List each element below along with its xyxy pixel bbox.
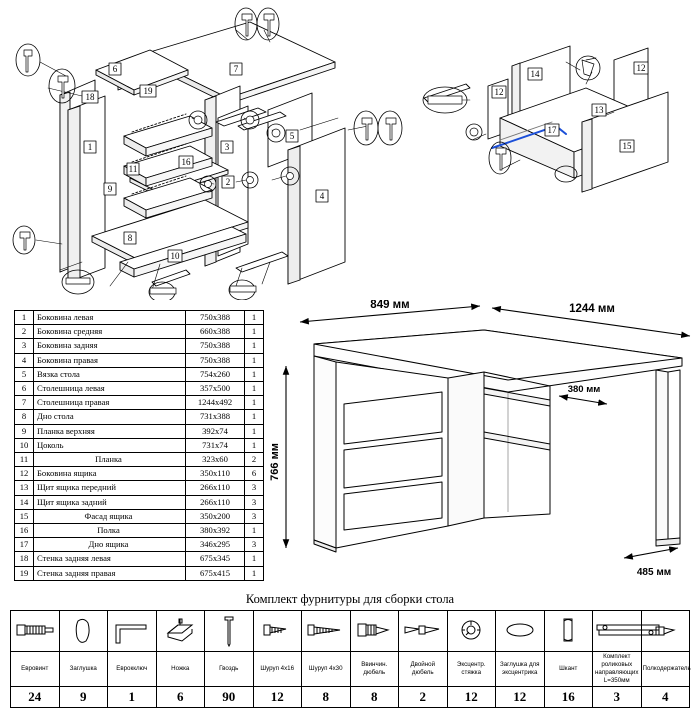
part-qty: 1: [245, 410, 264, 424]
foot-icon: [156, 611, 205, 652]
part-name: Фасад ящика: [34, 509, 186, 523]
label-18: 18: [85, 92, 95, 102]
hardware-label: Заглушка: [59, 652, 108, 687]
hardware-count: 12: [447, 687, 496, 708]
part-size: 675х415: [186, 566, 245, 580]
part-number: 4: [15, 353, 34, 367]
table-row: [15, 524, 264, 538]
hardware-count: 8: [350, 687, 399, 708]
part-name: Вязка стола: [34, 367, 186, 381]
label-3: 3: [224, 142, 230, 152]
part-size: 323х60: [186, 453, 245, 467]
dim-line-485: [624, 548, 678, 558]
allen-key-icon: [108, 611, 157, 652]
part-size: 750х388: [186, 353, 245, 367]
hardware-count: 9: [59, 687, 108, 708]
part-qty: 1: [245, 311, 264, 325]
dim-line-380: [559, 396, 607, 404]
table-row: [15, 382, 264, 396]
cam-lock-icon: [447, 611, 496, 652]
part-size: 731х388: [186, 410, 245, 424]
part-number: 15: [15, 509, 34, 523]
part-qty: 1: [245, 524, 264, 538]
part-size: 675х345: [186, 552, 245, 566]
part-name: Дно ящика: [34, 538, 186, 552]
hardware-count: 24: [11, 687, 60, 708]
table-row: [15, 325, 264, 339]
hardware-count: 4: [641, 687, 690, 708]
label-19: 19: [143, 86, 153, 96]
table-row: [15, 367, 264, 381]
hardware-count: 16: [544, 687, 593, 708]
cam-cap-icon: [496, 611, 545, 652]
part-qty: 1: [245, 424, 264, 438]
label-5: 5: [289, 131, 295, 141]
label-6: 6: [112, 64, 118, 74]
table-row: [15, 566, 264, 580]
label-2: 2: [225, 177, 231, 187]
part-size: 350х110: [186, 467, 245, 481]
hardware-count: 2: [399, 687, 448, 708]
part-number: 18: [15, 552, 34, 566]
part-number: 10: [15, 438, 34, 452]
nail-icon: [205, 611, 254, 652]
table-row: [15, 339, 264, 353]
part-size: 750х388: [186, 311, 245, 325]
label-17: 17: [547, 125, 557, 135]
part-size: 380х392: [186, 524, 245, 538]
label-8: 8: [127, 233, 133, 243]
part-qty: 1: [245, 339, 264, 353]
part-number: 7: [15, 396, 34, 410]
part-name: Щит ящика передний: [34, 481, 186, 495]
part-qty: 3: [245, 509, 264, 523]
part-qty: 1: [245, 367, 264, 381]
table-row: [15, 538, 264, 552]
table-row: [15, 481, 264, 495]
part-name: Боковина правая: [34, 353, 186, 367]
hardware-label: Ножка: [156, 652, 205, 687]
table-row: [15, 424, 264, 438]
part-name: Щит ящика задний: [34, 495, 186, 509]
label-15: 15: [622, 141, 632, 151]
part-size: 346х295: [186, 538, 245, 552]
hardware-label: Комплект роликовых направляющих L=350мм: [593, 652, 642, 687]
part-size: 357х500: [186, 382, 245, 396]
part-name: Боковина левая: [34, 311, 186, 325]
part-name: Стенка задняя правая: [34, 566, 186, 580]
part-number: 3: [15, 339, 34, 353]
exploded-assembly-diagram: [0, 0, 700, 300]
hardware-count: 6: [156, 687, 205, 708]
table-row: [15, 410, 264, 424]
part-name: Дно стола: [34, 410, 186, 424]
part-number: 2: [15, 325, 34, 339]
part-qty: 1: [245, 438, 264, 452]
table-row: [15, 438, 264, 452]
part-name: Полка: [34, 524, 186, 538]
part-number: 13: [15, 481, 34, 495]
hardware-label: Шуруп 4х16: [253, 652, 302, 687]
part-name: Столешница правая: [34, 396, 186, 410]
table-row: [15, 453, 264, 467]
part-number: 12: [15, 467, 34, 481]
hardware-count: 90: [205, 687, 254, 708]
part-number: 16: [15, 524, 34, 538]
part-number: 6: [15, 382, 34, 396]
double-dowel-icon: [399, 611, 448, 652]
part-qty: 1: [245, 353, 264, 367]
label-11: 11: [128, 164, 138, 174]
label-12a: 12: [494, 87, 504, 97]
dim-849: 849 мм: [370, 300, 410, 311]
dim-766: 766 мм: [269, 443, 281, 481]
part-number: 19: [15, 566, 34, 580]
part-name: Планка верхняя: [34, 424, 186, 438]
part-size: 750х388: [186, 339, 245, 353]
parts-list-body: [15, 311, 264, 581]
part-size: 266х110: [186, 481, 245, 495]
hardware-label: Евровинт: [11, 652, 60, 687]
part-number: 1: [15, 311, 34, 325]
table-row: [15, 495, 264, 509]
label-16: 16: [181, 157, 191, 167]
dimensioned-desk-drawing: [262, 300, 700, 590]
label-12b: 12: [636, 63, 646, 73]
label-1: 1: [87, 142, 93, 152]
dim-485: 485 мм: [636, 567, 672, 578]
table-row: [15, 467, 264, 481]
euro-screw-icon: [11, 611, 60, 652]
hardware-count: 12: [253, 687, 302, 708]
screw-4x16-icon: [253, 611, 302, 652]
part-name: Боковина средняя: [34, 325, 186, 339]
hardware-label: Гвоздь: [205, 652, 254, 687]
hardware-kit-title: Комплект фурнитуры для сборки стола: [245, 592, 455, 606]
label-4: 4: [319, 191, 325, 201]
table-row: [15, 396, 264, 410]
part-size: 266х110: [186, 495, 245, 509]
hardware-count: 3: [593, 687, 642, 708]
cap-icon: [59, 611, 108, 652]
part-number: 17: [15, 538, 34, 552]
part-number: 14: [15, 495, 34, 509]
part-name: Боковина ящика: [34, 467, 186, 481]
hardware-count: 12: [496, 687, 545, 708]
table-row: [15, 509, 264, 523]
hardware-label: Ввинчин. дюбель: [350, 652, 399, 687]
label-10: 10: [170, 251, 180, 261]
label-9: 9: [107, 184, 113, 194]
part-name: Стенка задняя левая: [34, 552, 186, 566]
part-name: Столешница левая: [34, 382, 186, 396]
table-row: [15, 311, 264, 325]
hardware-labels-row: [11, 652, 690, 687]
screw-in-dowel-icon: [350, 611, 399, 652]
part-name: Планка: [34, 453, 186, 467]
table-row: [15, 552, 264, 566]
table-row: [15, 353, 264, 367]
hardware-kit-table: [10, 610, 690, 708]
part-name: Цоколь: [34, 438, 186, 452]
hardware-count: 8: [302, 687, 351, 708]
label-7: 7: [233, 64, 239, 74]
dim-380: 380 мм: [567, 384, 601, 395]
dim-1244: 1244 мм: [569, 303, 615, 315]
hardware-label: Двойной дюбель: [399, 652, 448, 687]
part-number: 9: [15, 424, 34, 438]
screw-4x30-icon: [302, 611, 351, 652]
part-size: 1244х492: [186, 396, 245, 410]
part-qty: 1: [245, 396, 264, 410]
part-size: 660х388: [186, 325, 245, 339]
part-number: 8: [15, 410, 34, 424]
part-qty: 3: [245, 538, 264, 552]
hardware-label: Эксцентр. стяжка: [447, 652, 496, 687]
slide-rail-icon: [593, 611, 642, 652]
hardware-label: Полкодержатель: [641, 652, 690, 687]
hardware-icons-row: [11, 611, 690, 652]
label-14: 14: [530, 69, 540, 79]
part-qty: 1: [245, 552, 264, 566]
part-size: 350х200: [186, 509, 245, 523]
part-qty: 6: [245, 467, 264, 481]
wooden-dowel-icon: [544, 611, 593, 652]
part-name: Боковина задняя: [34, 339, 186, 353]
hardware-label: Шкант: [544, 652, 593, 687]
part-qty: 2: [245, 453, 264, 467]
part-size: 392х74: [186, 424, 245, 438]
hardware-label: Заглушка для эксцентрика: [496, 652, 545, 687]
hardware-label: Шуруп 4х30: [302, 652, 351, 687]
part-number: 5: [15, 367, 34, 381]
part-qty: 3: [245, 481, 264, 495]
part-size: 731х74: [186, 438, 245, 452]
label-13: 13: [594, 105, 604, 115]
part-qty: 3: [245, 495, 264, 509]
hardware-count: 1: [108, 687, 157, 708]
part-qty: 1: [245, 382, 264, 396]
part-size: 754х260: [186, 367, 245, 381]
part-qty: 1: [245, 325, 264, 339]
part-number: 11: [15, 453, 34, 467]
hardware-counts-row: [11, 687, 690, 708]
part-qty: 1: [245, 566, 264, 580]
hardware-label: Еврокключ: [108, 652, 157, 687]
parts-list-table: [14, 310, 264, 581]
